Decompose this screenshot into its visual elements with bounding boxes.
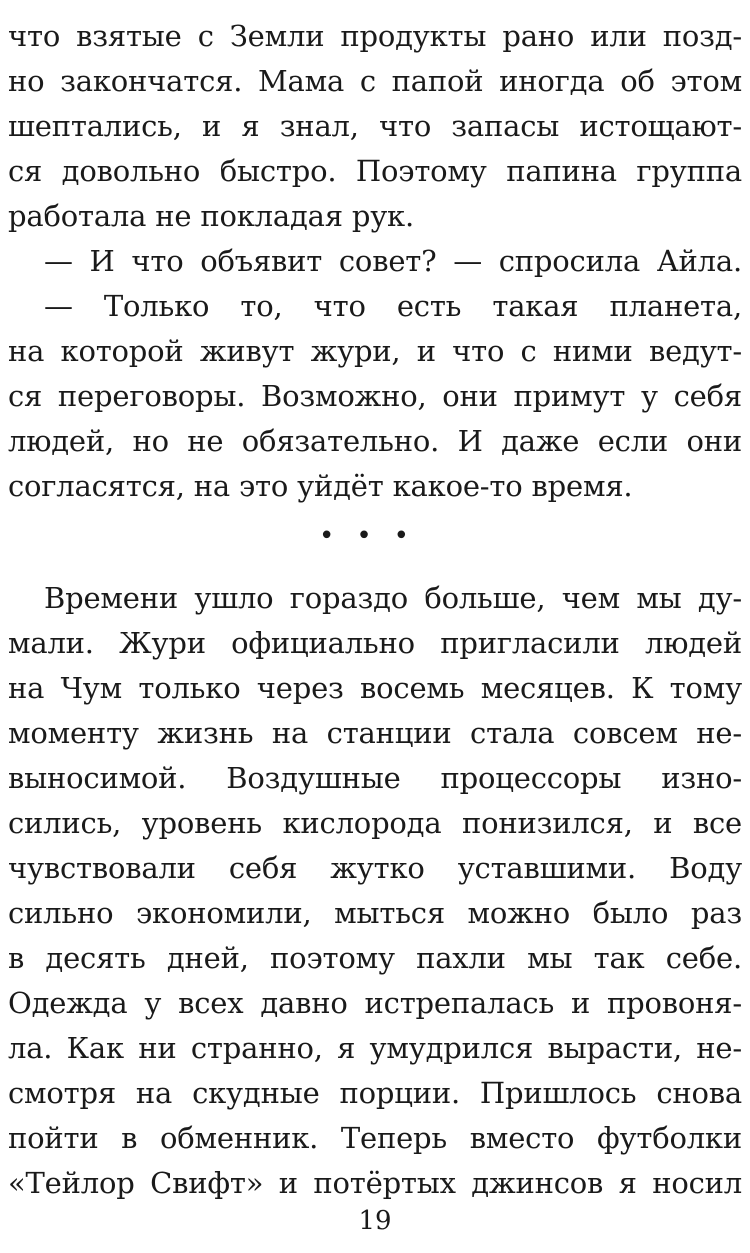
- text-line: пойти в обменник. Теперь вместо футболки: [8, 1121, 742, 1155]
- page-number: 19: [358, 1206, 392, 1236]
- text-line: что взятые с Земли продукты рано или позд-: [8, 19, 742, 53]
- text-line: работала не покладая рук.: [8, 199, 414, 233]
- text-line: шептались, и я знал, что запасы истощают-: [8, 109, 742, 143]
- dialogue-line: — Только то, что есть такая планета,: [44, 289, 742, 323]
- section-separator: •••: [318, 521, 431, 551]
- text-line: Одежда у всех давно истрепалась и провоня-: [8, 986, 742, 1020]
- text-line: Времени ушло гораздо больше, чем мы ду-: [44, 581, 742, 615]
- text-line: чувствовали себя жутко уставшими. Воду: [8, 851, 742, 885]
- text-block-2: [8, 576, 742, 1206]
- text-line: сильно экономили, мыться можно было раз: [8, 896, 742, 930]
- text-line: моменту жизнь на станции стала совсем не-: [8, 716, 742, 750]
- text-line: ся переговоры. Возможно, они примут у себя: [8, 379, 742, 413]
- text-line: выносимой. Воздушные процессоры изно-: [8, 761, 742, 795]
- text-line: но закончатся. Мама с папой иногда об этом: [8, 64, 742, 98]
- text-line: мали. Жури официально пригласили людей: [8, 626, 742, 660]
- text-line: людей, но не обязательно. И даже если они: [8, 424, 742, 458]
- text-line: на Чум только через восемь месяцев. К тому: [8, 671, 742, 705]
- text-line: в десять дней, поэтому пахли мы так себе.: [8, 941, 742, 975]
- text-block-1: [8, 14, 742, 509]
- text-line: ла. Как ни странно, я умудрился вырасти, не-: [8, 1031, 742, 1065]
- text-line: ся довольно быстро. Поэтому папина группа: [8, 154, 742, 188]
- text-line: согласятся, на это уйдёт какое-то время.: [8, 469, 633, 503]
- dialogue-line: — И что объявит совет? — спросила Айла.: [44, 244, 742, 278]
- text-line: сились, уровень кислорода понизился, и все: [8, 806, 742, 840]
- text-line: смотря на скудные порции. Пришлось снова: [8, 1076, 742, 1110]
- text-line: на которой живут жури, и что с ними ведут-: [8, 334, 742, 368]
- text-line: «Тейлор Свифт» и потёртых джинсов я носил: [8, 1166, 742, 1200]
